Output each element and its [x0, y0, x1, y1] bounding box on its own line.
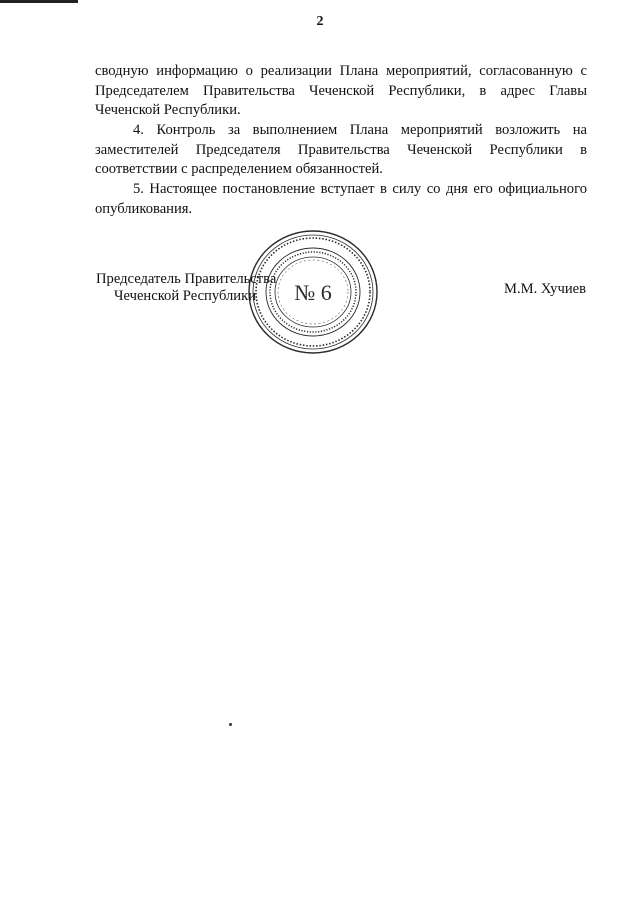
signatory-title-line2: Чеченской Республики — [114, 288, 257, 304]
signatory-title — [96, 271, 276, 305]
paragraph-text: сводную информацию о реализации Плана мероприятий, согласованную с Председателем Правительства Чеченской Республики, в адрес Главы Чеченской Республики. — [95, 63, 587, 118]
seal-number: № 6 — [294, 280, 332, 305]
signatory-name: М.М. Хучиев — [504, 281, 586, 297]
stray-mark — [229, 723, 232, 726]
paragraph-text: 4. Контроль за выполнением Плана мероприятий возложить на заместителей Председателя Правительства Чеченской Республики в соответствии с распределением обязанностей. — [95, 122, 587, 177]
paragraph-continuation — [95, 62, 587, 121]
page-number: 2 — [316, 14, 324, 29]
paragraph-item-4 — [95, 121, 587, 180]
corner-mark — [0, 0, 78, 3]
paragraph-item-5 — [95, 180, 587, 219]
paragraph-text: 5. Настоящее постановление вступает в силу со дня его официального опубликования. — [95, 181, 587, 217]
signatory-title-line1: Председатель Правительства — [96, 271, 277, 287]
